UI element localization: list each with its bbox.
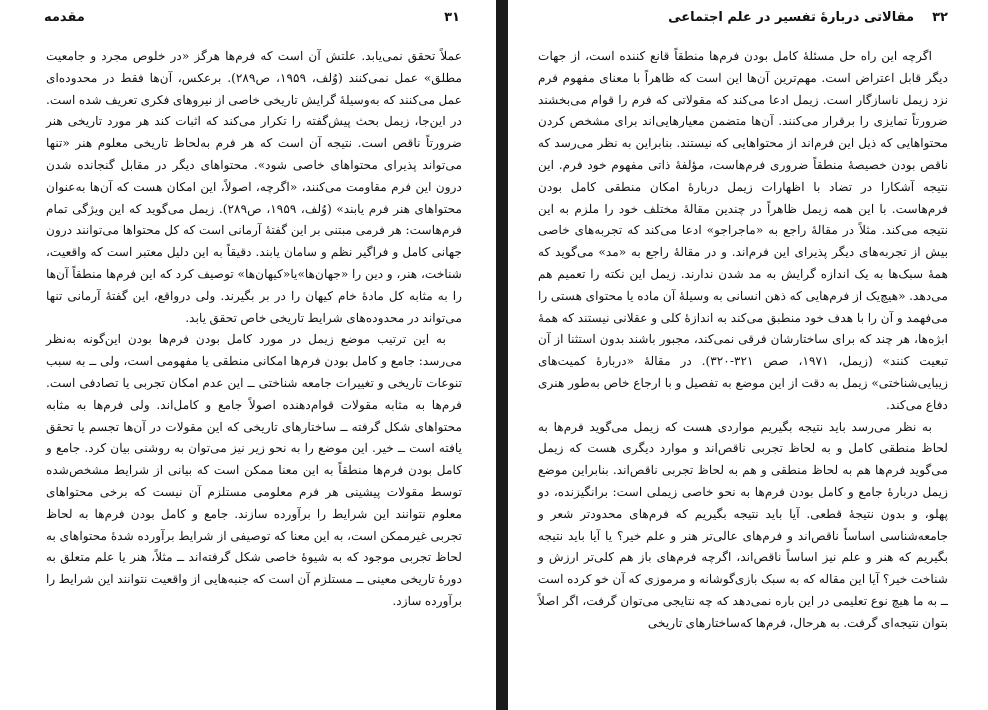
right-running-head [538,10,948,32]
left-text-block [46,46,462,613]
right-text-block [538,46,948,635]
left-page-number: ۳۱ [444,10,460,25]
right-page-number: ۳۲ [932,10,948,25]
right-page [508,0,988,710]
left-paragraph-2: به این ترتیب موضع زیمل در مورد کامل بودن فرم‌ها بودن این‌گونه به‌نظر می‌رسد: جامع و کامل بودن فرم‌ها امکانی منطقی یا مفهومی است، ولی ــ به سبب تنوعات تاریخی و تغییرات جامعه شناختی ــ این عدم امکان تجربی یا تصادفی است. فرم‌ها به مثابه مقولات قوام‌دهنده اصولاً جامع و کامل‌اند. ولی فرم‌ها به مثابه محتواهای شکل گرفته ــ ساختارهای تاریخی که این مقولات در آن‌ها تجسم یا تحقق یافته است ــ خیر. این موضع را به نحو زیر نیز می‌توان به روشنی بیان کرد. جامع و کامل بودن فرم‌ها منطقاً به این معنا ممکن است که بیانی از شرایط مشخص‌شده توسط مقولات پیشینی هر فرم معلومی مستلزم آن نیست که برخی محتواهای معلوم نتوانند این شرایط را برآورده سازند. جامع و کامل بودن فرم‌ها به لحاظ تجربی غیرممکن است، به این معنا که توصیفی از شرایط برآورده شدهٔ محتواهای به لحاظ تجربی موجود که به شیوهٔ خاصی شکل گرفته‌اند ــ مثلاً، هنر یا علم متعلق به دورهٔ تاریخی معینی ــ مستلزم آن است که جنبه‌هایی از واقعیت نتوانند این شرایط را برآورده سازد. [46,332,462,608]
right-paragraph-1: اگرچه این راه حل مسئلهٔ کامل بودن فرم‌ها منطقاً قانع کننده است، از جهات دیگر قابل اعتراض است. مهم‌ترین آن‌ها این است که ظاهراً با معنای مفهوم فرم نزد زیمل ناسازگار است. زیمل ادعا می‌کند که مقولاتی که فرم را قوام می‌بخشند ضرورتاً تمایزی را برقرار می‌کنند. آن‌ها متضمن معیارهایی‌اند برای مشخص کردن محتواهایی که ذیل این فرم‌اند از محتواهایی که نیستند. بنابراین به نظر می‌رسد که ناقص بودن خصیصهٔ منطقاً ضروری فرم‌هاست، مؤلفهٔ ذاتی مفهوم خود فرم. این نتیجه آشکارا در تضاد با اظهارات زیمل دربارهٔ امکان منطقی کامل بودن فرم‌هاست. با این همه زیمل ظاهراً در چندین مقالهٔ مختلف خود را ملزم به این نتیجه می‌کند. مثلاً در مقالهٔ راجع به «ماجراجو» ادعا می‌کند که تجربه‌های خاصی بیش از تجربه‌های دیگر پذیرای این فرم‌اند. و در مقالهٔ راجع به «مد» می‌گوید که همهٔ سبک‌ها به یک اندازه گرایش به مد شدن ندارند. زیمل این نکته را تعمیم هم می‌دهد. «هیچ‌یک از فرم‌هایی که ذهن انسانی به وسیلهٔ آن ماده یا محتوای هستی را می‌فهمد و آن را با هدف خود منطبق می‌کند به اندازهٔ کلی و عقلانی نیستند که همهٔ ابژه‌ها، هر چند که برای ساختارشان فرقی نمی‌کند، مجبور باشند بدون استثنا از آن تبعیت کنند» (زیمل، ۱۹۷۱، صص ۳۲۱-۳۲۰). در مقالهٔ «دربارهٔ کمیت‌های زیبایی‌شناختی» زیمل به دقت از این موضع به تفصیل و با ارجاع خاص به‌طور هنری دفاع می‌کند. [538,49,948,412]
right-paragraph-2: به نظر می‌رسد باید نتیجه بگیریم مواردی هست که زیمل می‌گوید فرم‌ها به لحاظ منطقی کامل و به لحاظ تجربی ناقص‌اند و موارد دیگری هست که زیمل می‌گوید فرم‌ها هم به لحاظ منطقی و هم به لحاظ تجربی ناقص‌اند. بنابراین موضع زیمل دربارهٔ جامع و کامل بودن فرم‌ها به نحو خاصی زیملی است: برانگیزنده، دو پهلو، و بدون نتیجهٔ قطعی. آیا باید نتیجه بگیریم که فرم‌های محدودتر شعر و جامعه‌شناسی اساساً ناقص‌اند و فرم‌های عالی‌تر هنر و علم خیر؟ یا آیا باید نتیجه بگیریم که هنر و علم نیز اساساً ناقص‌اند، اگرچه فرم‌های باز هم کلی‌تر ارزش و شناخت خیر؟ آیا این مقاله که به سبک بازی‌گوشانه و مرموزی که آن خو کرده است ــ به ما هیچ نوع تعلیمی در این باره نمی‌دهد که چه نتایجی می‌توان گرفت، اگر اصلاً بتوان نتیجه‌ای گرفت. به هرحال، فرم‌ها که‌ساختارهای تاریخی [538,419,948,630]
book-gutter [496,0,508,710]
left-running-title: مقدمه [44,10,85,25]
left-running-head [44,10,460,32]
left-paragraph-1: عملاً تحقق نمی‌یابد. علتش آن است که فرم‌ها هرگز «در خلوص مجرد و جامعیت مطلق» عمل نمی‌کنند (وُلف، ۱۹۵۹، ص۲۸۹). برعکس، آن‌ها فقط در محدوده‌ای عمل می‌کنند که به‌وسیلهٔ گرایش تاریخی خاصی از نیروهای فکری تعریف شده است. در این‌جا، زیمل بحث پیش‌گفته را تکرار می‌کند که اثبات کند هر مورد تاریخی هنر ضرورتاً ناقص است. نتیجه آن است که هر فرم به‌لحاظ تاریخی معلوم هنر «تنها می‌تواند پذیرای محتواهای خاصی شود». محتواهای دیگر در مقابل گنجانده شدن درون این فرم مقاومت می‌کنند، «اگرچه، اصولاً، این امکان هست که آن‌ها به‌عنوان محتواهای هنر فرم یابند» (وُلف، ۱۹۵۹، ص۲۸۹). زیمل می‌گوید که این ویژگی تمام فرم‌هاست: هر فرمی مبتنی بر این گفتهٔ آرمانی است که کل محتواها می‌توانند درون جهانی کامل و فراگیر نظم و سامان یابند. دقیقاً به این دلیل معتبر است که واقعیت، شناخت، هنر، و دین را «جهان‌ها»یا«کیهان‌ها» توصیف کرد که این فرم‌ها منطقاً آن‌ها را به مثابه کل مادهٔ خام کیهان را در بر بگیرند. ولی درواقع، این گفتهٔ آرمانی تنها می‌تواند در محدوده‌های شرایط تاریخی خاص تحقق یابد. [46,49,463,325]
right-running-title: مقالاتی دربارهٔ تفسیر در علم اجتماعی [668,10,914,25]
